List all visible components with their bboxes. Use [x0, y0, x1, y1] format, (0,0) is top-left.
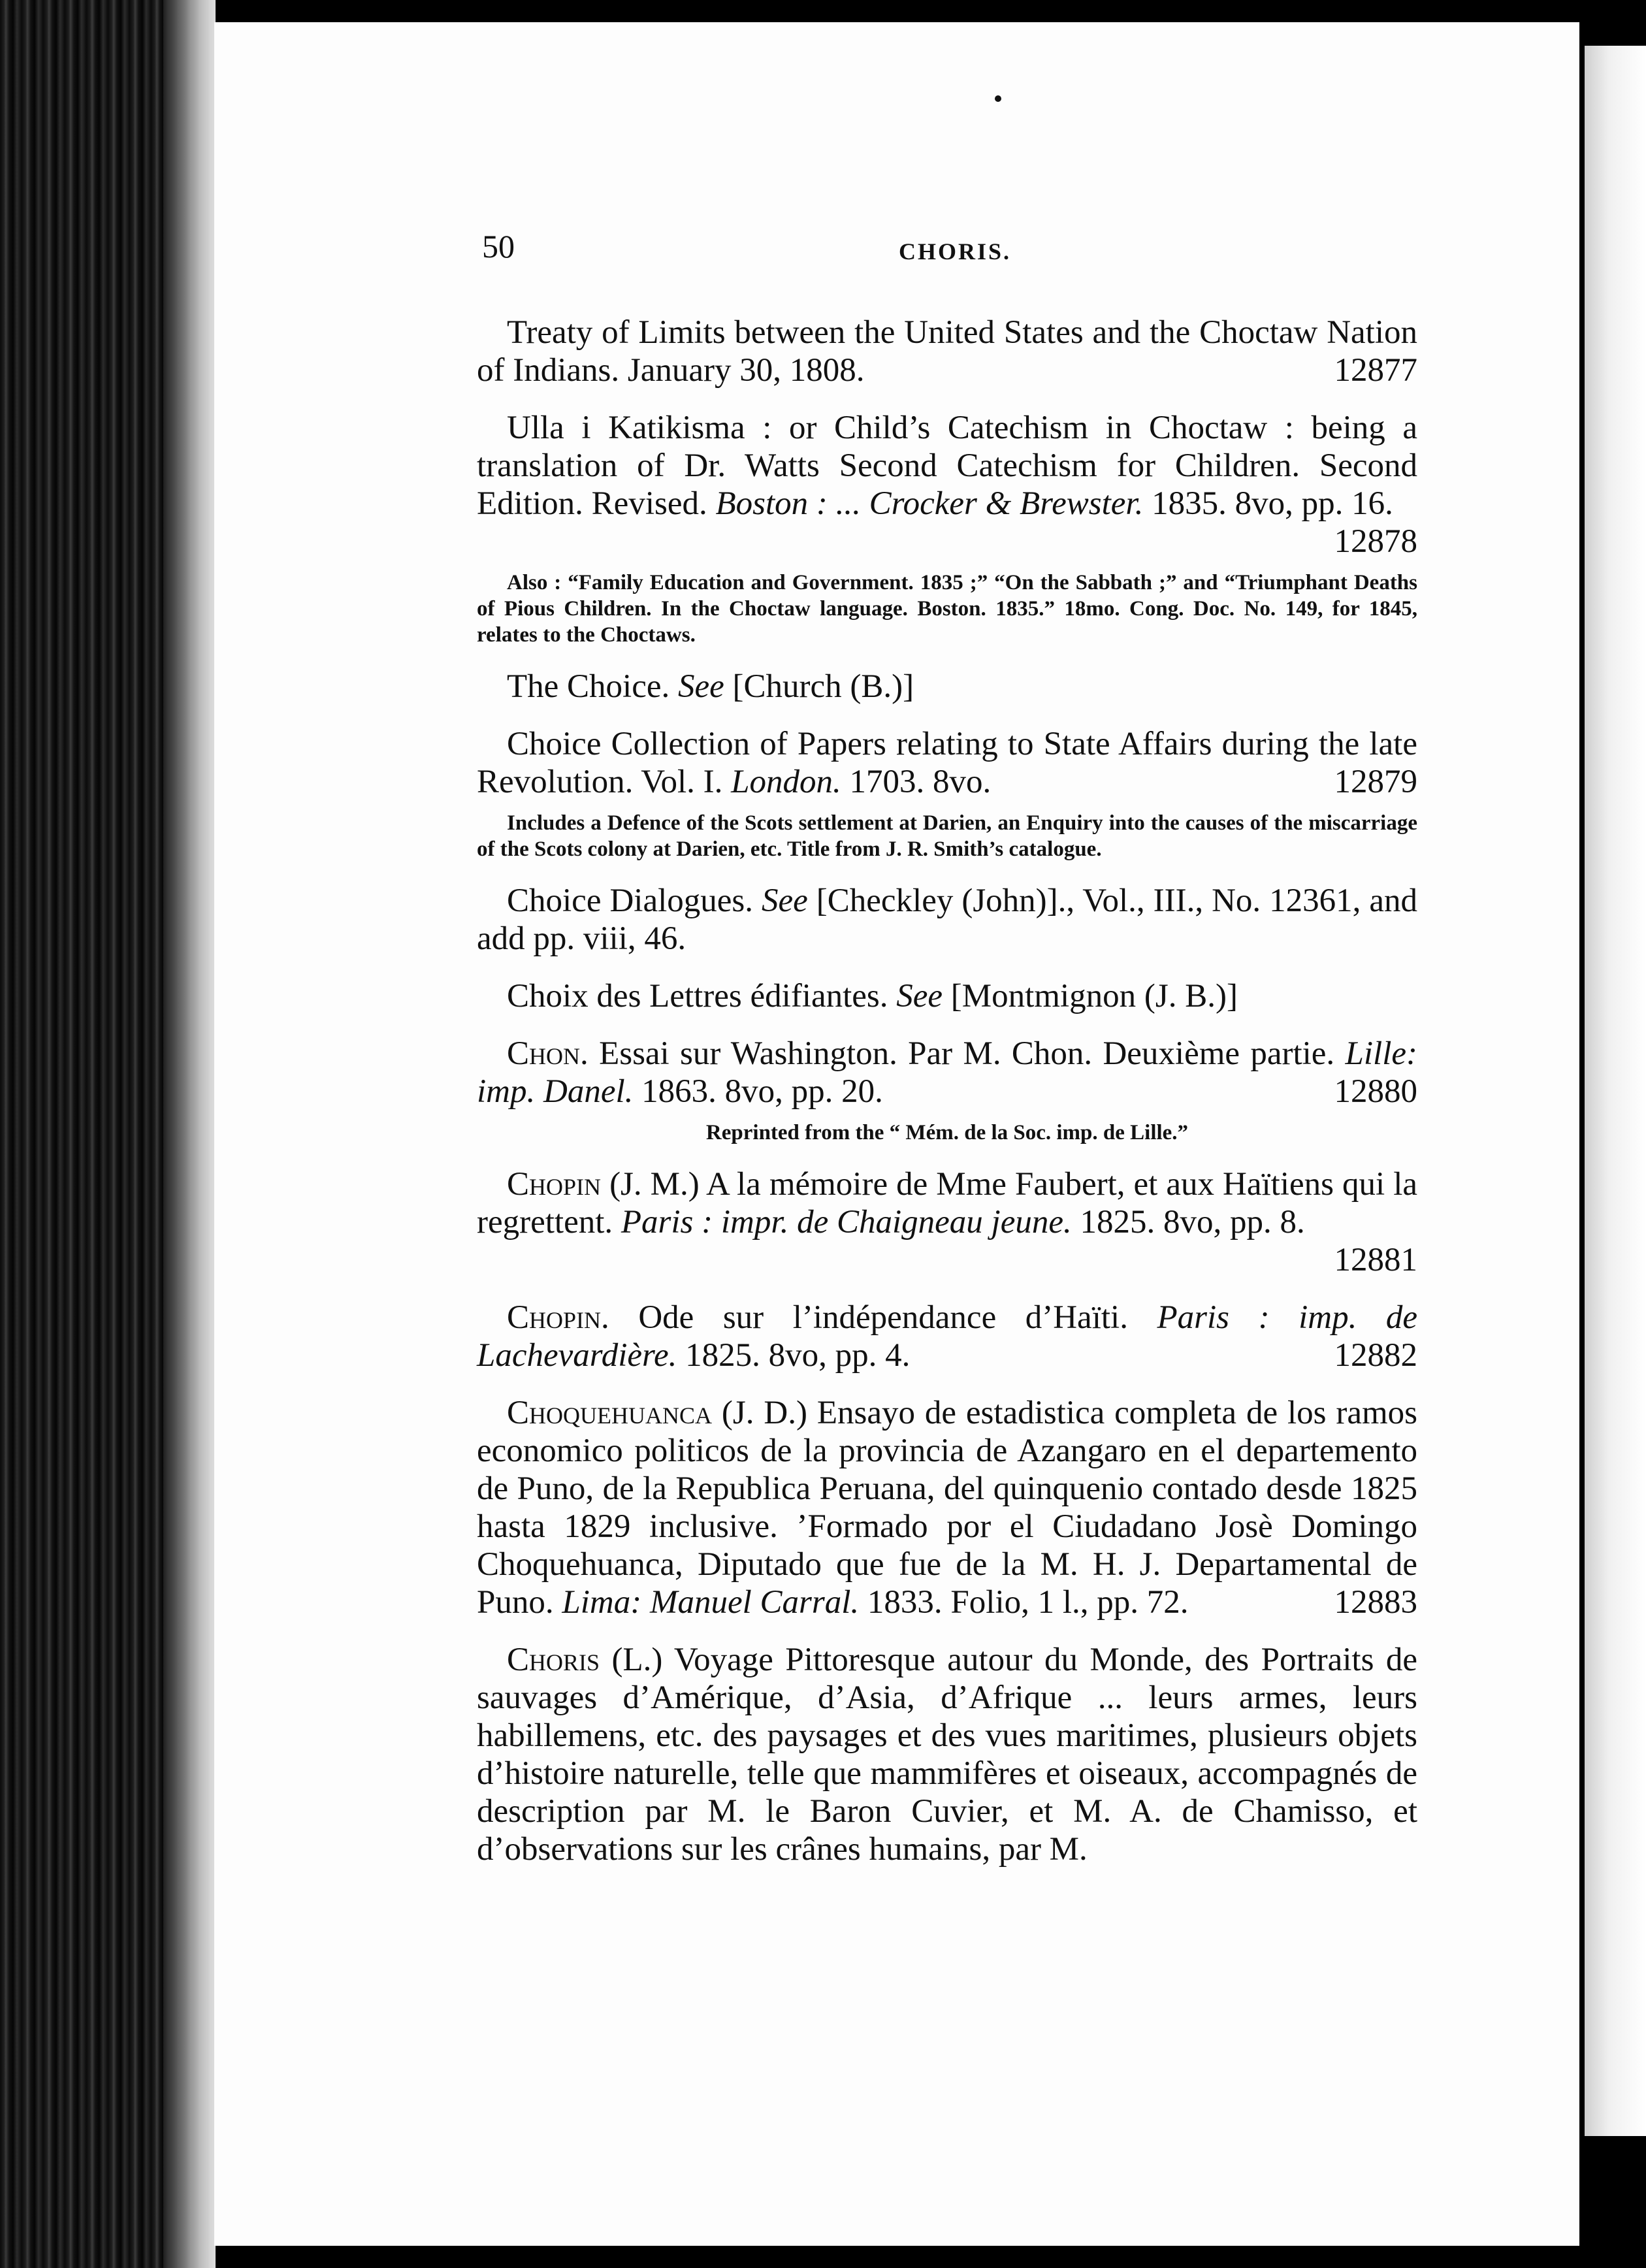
entry-text: (L.) Voyage Pittoresque autour du Monde, des Portraits de sauvages d’Amérique, d’Asia, d’Afrique ... leurs armes, leurs habillemens, etc. des paysages et des vues maritimes, plusieurs objets d’histoire naturelle, telle que mammifères et oiseaux, accompagnés de description par M. le Baron Cuvier, et M. A. de Chamisso, et d’observations sur les crânes humains, par M. [477, 1642, 1417, 1868]
entry-text: (J. D.) Ensayo de estadistica completa de los ramos economico politicos de la provincia de Azangaro en el departemento de Puno, de la Republica Peruana, del quinquenio contado desde 1825 hasta 1829 inclusive. ’Formado por el Ciudadano Josè Domingo Choquehuanca, Diputado que fue de la M. H. J. Departamental de Puno. [477, 1395, 1418, 1621]
see-label: See [678, 668, 724, 705]
entry-text: Essai sur Washington. Par M. Chon. Deuxième partie. [599, 1035, 1335, 1072]
cross-reference: [Montmignon (J. B.)] [950, 978, 1238, 1014]
entry-text: (J. M.) A la mémoire de Mme Faubert, et aux Haïtiens qui la regrettent. [477, 1166, 1418, 1240]
page-stack-edge [163, 0, 216, 2268]
entry-text: The Choice. [507, 668, 670, 705]
entry-imprint: Lima: Manuel Carral. [562, 1584, 860, 1621]
entry-choris [477, 1641, 1417, 1868]
entry-imprint: Lille: imp. Danel. [477, 1035, 1417, 1110]
entry-author: Chopin. [507, 1299, 609, 1336]
entry-12882 [477, 1299, 1417, 1374]
cross-reference: [Checkley (John)]., Vol., III., No. 12361, and add pp. viii, 46. [477, 883, 1418, 957]
entry-text: Choice Dialogues. [507, 883, 753, 919]
entry-collation: 1825. 8vo, pp. 8. [1080, 1204, 1305, 1240]
see-label: See [896, 978, 943, 1014]
running-head: CHORIS. [899, 238, 1012, 265]
entry-number: 12879 [1334, 764, 1417, 800]
entry-choice-dialogues [477, 882, 1417, 958]
entry-number: 12883 [1334, 1584, 1417, 1621]
entry-imprint: Paris : impr. de Chaigneau jeune. [621, 1204, 1072, 1240]
entry-number: 12881 [1334, 1242, 1417, 1278]
entry-note: Includes a Defence of the Scots settlement at Darien, an Enquiry into the causes of the miscarriage of the Scots colony at Darien, etc. Title from J. R. Smith’s catalogue. [477, 811, 1417, 861]
entry-imprint: Paris : imp. de Lachevardière. [477, 1299, 1418, 1374]
entry-12878 [477, 409, 1417, 560]
entry-author: Choris [507, 1642, 600, 1678]
entry-12883 [477, 1394, 1417, 1621]
entry-author: Chon. [507, 1035, 589, 1072]
entry-imprint: Boston : ... Crocker & Brewster. [715, 485, 1144, 522]
entry-author: Choquehuanca [507, 1395, 713, 1431]
entry-number: 12877 [1334, 352, 1417, 389]
entry-text: Ulla i Katikisma : or Child’s Catechism in Choctaw : being a translation of Dr. Watts Second Catechism for Children. Second Edition. Revised. [477, 410, 1417, 522]
entry-12877 [477, 314, 1417, 389]
print-dot [995, 95, 1001, 102]
entry-12879 [477, 725, 1417, 801]
cross-reference: [Church (B.)] [732, 668, 914, 705]
entry-author: Chopin [507, 1166, 602, 1203]
entry-text: Treaty of Limits between the United States and the Choctaw Nation of Indians. January 30, 1808. [477, 314, 1417, 389]
entry-number: 12880 [1334, 1073, 1417, 1110]
entry-collation: 1833. Folio, 1 l., pp. 72. [867, 1584, 1189, 1621]
facing-page-edge [1585, 46, 1646, 2136]
entry-number: 12882 [1334, 1337, 1417, 1374]
entry-imprint: London. [731, 764, 841, 800]
page-number: 50 [482, 228, 515, 265]
entry-text: Choix des Lettres édifiantes. [507, 978, 888, 1014]
page-body [477, 314, 1417, 1868]
entry-collation: 1863. 8vo, pp. 20. [641, 1073, 883, 1110]
entry-number: 12878 [1334, 523, 1417, 560]
entry-collation: 1703. 8vo. [849, 764, 992, 800]
entry-text: Choice Collection of Papers relating to State Affairs during the late Revolution. Vol. I. [477, 726, 1417, 800]
entry-choix-des-lettres [477, 977, 1417, 1015]
entry-12881 [477, 1165, 1417, 1279]
see-label: See [762, 883, 808, 919]
entry-note: Also : “Family Education and Government. 1835 ;” “On the Sabbath ;” and “Triumphant Deaths of Pious Children. In the Choctaw language. Boston. 1835.” 18mo. Cong. Doc. No. 149, for 1845, relates to the Choctaws. [477, 571, 1417, 647]
entry-collation: 1825. 8vo, pp. 4. [685, 1337, 911, 1374]
entry-12880 [477, 1035, 1417, 1110]
entry-text: Ode sur l’indépendance d’Haïti. [638, 1299, 1128, 1336]
entry-collation: 1835. 8vo, pp. 16. [1152, 485, 1393, 522]
entry-the-choice [477, 668, 1417, 705]
entry-note: Reprinted from the “ Mém. de la Soc. imp. de Lille.” [705, 1121, 1189, 1144]
